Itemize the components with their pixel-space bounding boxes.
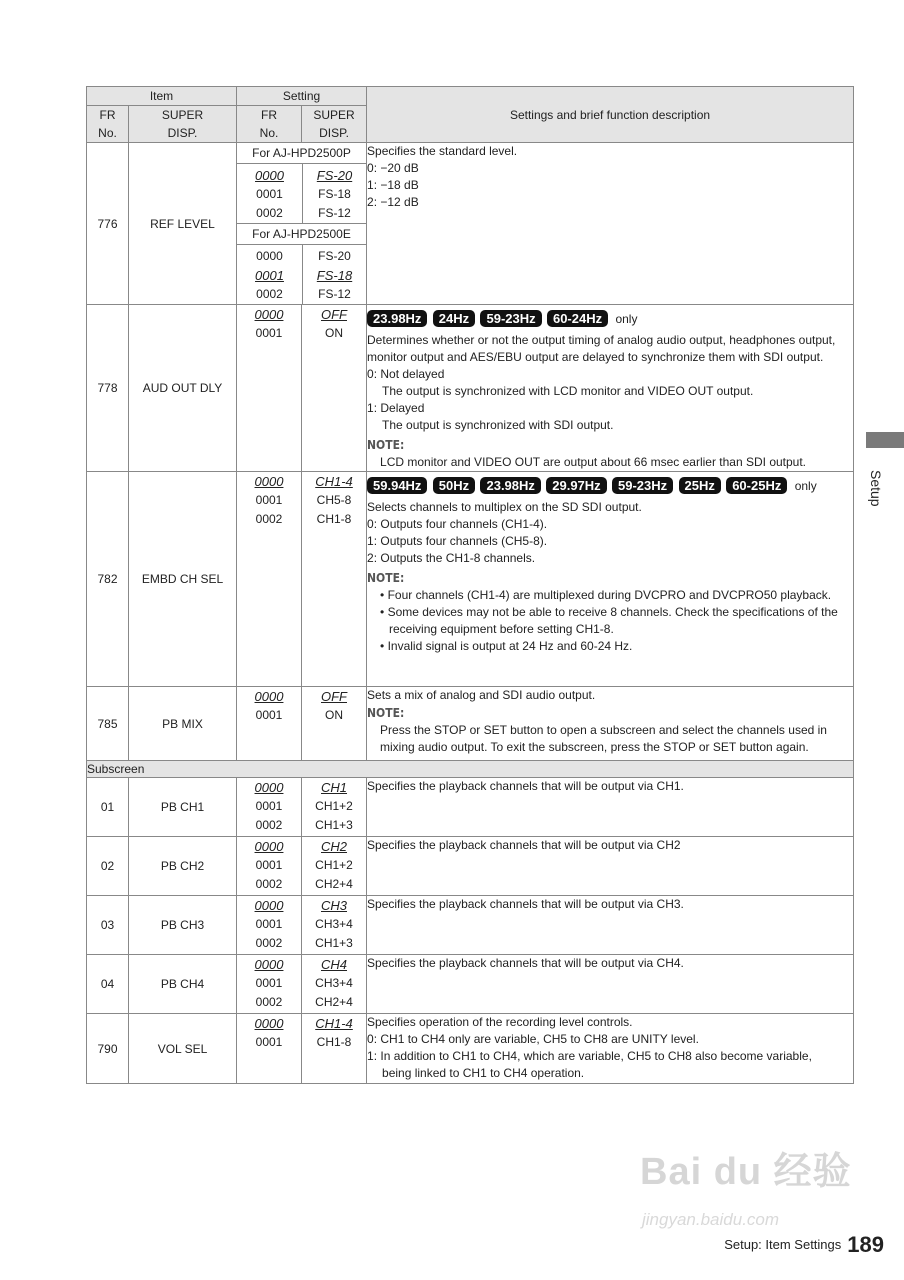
subscreen-row bbox=[87, 761, 854, 778]
display: FS-12 bbox=[318, 206, 351, 220]
desc-line: Determines whether or not the output timing of analog audio output, headphones output, monitor output and AES/EBU output are delayed to synchronize them with SDI output. bbox=[367, 333, 836, 364]
item-name: REF LEVEL bbox=[129, 143, 237, 305]
super-disp-values bbox=[302, 896, 367, 955]
item-name: VOL SEL bbox=[129, 1014, 237, 1084]
setting-values bbox=[237, 778, 302, 837]
value-default: 0000 bbox=[255, 168, 284, 183]
display: ON bbox=[325, 708, 343, 722]
header-setting-super-disp: SUPER DISP. bbox=[302, 106, 367, 143]
value: 0002 bbox=[255, 995, 283, 1009]
value-default: 0000 bbox=[254, 474, 284, 489]
note-heading: NOTE: bbox=[367, 571, 405, 585]
fr-number: 778 bbox=[87, 305, 129, 472]
frequency-badge: 60-25Hz bbox=[726, 477, 787, 494]
display: CH2+4 bbox=[315, 995, 353, 1009]
item-name: PB MIX bbox=[129, 687, 237, 761]
display: FS-20 bbox=[318, 249, 351, 263]
description bbox=[367, 472, 854, 687]
display-default: OFF bbox=[321, 689, 347, 704]
display: CH2+4 bbox=[315, 877, 353, 891]
watermark-logo: Bai du 经验 bbox=[640, 1151, 852, 1193]
watermark-url: jingyan.baidu.com bbox=[642, 1210, 780, 1229]
value: 0001 bbox=[255, 799, 283, 813]
desc-line: 1: Outputs four channels (CH5-8). bbox=[367, 534, 548, 548]
setting-values bbox=[237, 1014, 302, 1084]
note-bullet-text: Invalid signal is output at 24 Hz and 60-24 Hz. bbox=[387, 639, 633, 653]
value-default: 0000 bbox=[254, 957, 284, 972]
item-name: PB CH3 bbox=[129, 896, 237, 955]
table-row bbox=[87, 778, 854, 837]
desc-line: 2: Outputs the CH1-8 channels. bbox=[367, 551, 536, 565]
display: FS-12 bbox=[318, 287, 351, 301]
display: CH1-8 bbox=[316, 512, 352, 526]
display: CH1+2 bbox=[315, 858, 353, 872]
value-default: 0001 bbox=[255, 268, 284, 283]
fr-number: 03 bbox=[87, 896, 129, 955]
value-default: 0000 bbox=[254, 307, 284, 322]
only-label: only bbox=[615, 312, 638, 326]
note-bullet-text: Four channels (CH1-4) are multiplexed during DVCPRO and DVCPRO50 playback. bbox=[387, 588, 832, 602]
frequency-badge: 59-23Hz bbox=[480, 310, 541, 327]
value-default: 0000 bbox=[254, 898, 284, 913]
desc-line: Selects channels to multiplex on the SD SDI output. bbox=[367, 500, 642, 514]
setting-values bbox=[237, 955, 302, 1014]
display-default: OFF bbox=[321, 307, 347, 322]
model-label: For AJ-HPD2500E bbox=[237, 224, 366, 245]
value: 0002 bbox=[255, 877, 283, 891]
value: 0000 bbox=[256, 249, 283, 263]
setting-values bbox=[237, 143, 367, 305]
description: Specifies the playback channels that will be output via CH1. bbox=[367, 778, 854, 837]
desc-line: 1: Delayed bbox=[367, 401, 425, 415]
frequency-badge: 23.98Hz bbox=[367, 310, 427, 327]
description bbox=[367, 305, 854, 472]
setting-values bbox=[237, 837, 302, 896]
page-number: 189 bbox=[847, 1232, 884, 1257]
value-default: 0000 bbox=[254, 689, 284, 704]
super-disp-values bbox=[302, 955, 367, 1014]
item-name: PB CH1 bbox=[129, 778, 237, 837]
super-disp-values bbox=[302, 305, 367, 472]
settings-table bbox=[86, 86, 854, 1084]
super-disp-values bbox=[302, 1014, 367, 1084]
super-disp-values bbox=[302, 472, 367, 687]
frequency-badge: 59.94Hz bbox=[367, 477, 427, 494]
page-footer bbox=[724, 1232, 884, 1258]
display-default: FS-18 bbox=[316, 268, 353, 283]
value: 0002 bbox=[255, 512, 283, 526]
header-fr-no: FR No. bbox=[87, 106, 129, 143]
display-default: FS-20 bbox=[316, 168, 353, 183]
desc-line: 0: Not delayed bbox=[367, 367, 445, 381]
desc-line: 0: Outputs four channels (CH1-4). bbox=[367, 517, 548, 531]
table-row bbox=[87, 143, 854, 305]
frequency-badge: 23.98Hz bbox=[480, 477, 540, 494]
note-text: Press the STOP or SET button to open a subscreen and select the channels used in mixing audio output. To exit the subscreen, press the STOP or SET button again. bbox=[380, 723, 827, 754]
display: CH1+3 bbox=[315, 818, 353, 832]
desc-line: The output is synchronized with SDI output. bbox=[382, 418, 614, 432]
description: Specifies the playback channels that will be output via CH2 bbox=[367, 837, 854, 896]
item-name: EMBD CH SEL bbox=[129, 472, 237, 687]
display: CH5-8 bbox=[316, 493, 352, 507]
description: Specifies the playback channels that will be output via CH3. bbox=[367, 896, 854, 955]
display-default: CH1-4 bbox=[315, 1016, 353, 1031]
note-text: LCD monitor and VIDEO OUT are output about 66 msec earlier than SDI output. bbox=[380, 455, 807, 469]
table-row bbox=[87, 472, 854, 687]
value-default: 0000 bbox=[254, 780, 284, 795]
value: 0001 bbox=[255, 976, 283, 990]
description bbox=[367, 143, 854, 305]
fr-number: 776 bbox=[87, 143, 129, 305]
value: 0001 bbox=[255, 1035, 283, 1049]
display-default: CH3 bbox=[321, 898, 348, 913]
frequency-badge: 59-23Hz bbox=[612, 477, 673, 494]
section-tab-marker bbox=[866, 432, 904, 448]
value: 0001 bbox=[255, 326, 283, 340]
display: CH1+2 bbox=[315, 799, 353, 813]
fr-number: 785 bbox=[87, 687, 129, 761]
frequency-badge: 25Hz bbox=[679, 477, 721, 494]
value: 0001 bbox=[256, 187, 283, 201]
setting-values bbox=[237, 896, 302, 955]
table-row bbox=[87, 896, 854, 955]
fr-number: 02 bbox=[87, 837, 129, 896]
header-setting-fr-no: FR No. bbox=[237, 106, 302, 143]
model-label: For AJ-HPD2500P bbox=[237, 143, 366, 164]
note-heading: NOTE: bbox=[367, 438, 405, 452]
item-name: PB CH2 bbox=[129, 837, 237, 896]
description bbox=[367, 1014, 854, 1084]
frequency-badge: 60-24Hz bbox=[547, 310, 608, 327]
setting-values bbox=[237, 687, 302, 761]
desc-line: 1: In addition to CH1 to CH4, which are variable, CH5 to CH8 also become variable, bbox=[367, 1049, 812, 1063]
value: 0001 bbox=[255, 708, 283, 722]
desc-line: 2: −12 dB bbox=[367, 195, 419, 209]
display: FS-18 bbox=[318, 187, 351, 201]
table-row bbox=[87, 305, 854, 472]
desc-line: 0: −20 dB bbox=[367, 161, 419, 175]
note-bullet: • Invalid signal is output at 24 Hz and 60-24 Hz. bbox=[380, 639, 633, 653]
fr-number: 782 bbox=[87, 472, 129, 687]
display-default: CH4 bbox=[321, 957, 348, 972]
super-disp-values bbox=[302, 837, 367, 896]
value: 0002 bbox=[255, 936, 283, 950]
table-row bbox=[87, 1014, 854, 1084]
display: ON bbox=[325, 326, 343, 340]
display-default: CH1-4 bbox=[315, 474, 353, 489]
note-bullet: • Four channels (CH1-4) are multiplexed during DVCPRO and DVCPRO50 playback. bbox=[380, 588, 832, 602]
frequency-badge: 24Hz bbox=[433, 310, 475, 327]
display: CH3+4 bbox=[315, 976, 353, 990]
value: 0001 bbox=[255, 858, 283, 872]
super-disp-values bbox=[302, 687, 367, 761]
note-bullet-text: Some devices may not be able to receive 8 channels. Check the specifications of the receiving equipment before setting CH1-8. bbox=[387, 605, 838, 636]
desc-line: 0: CH1 to CH4 only are variable, CH5 to CH8 are UNITY level. bbox=[367, 1032, 699, 1046]
value: 0001 bbox=[255, 493, 283, 507]
table-row bbox=[87, 687, 854, 761]
subscreen-label: Subscreen bbox=[87, 761, 854, 778]
desc-line: Specifies operation of the recording level controls. bbox=[367, 1015, 633, 1029]
table-row bbox=[87, 837, 854, 896]
section-side-label: Setup bbox=[868, 470, 884, 507]
desc-line: being linked to CH1 to CH4 operation. bbox=[382, 1066, 585, 1080]
value: 0002 bbox=[256, 206, 283, 220]
super-disp-values bbox=[302, 778, 367, 837]
value-default: 0000 bbox=[254, 1016, 284, 1031]
note-heading: NOTE: bbox=[367, 706, 405, 720]
fr-number: 01 bbox=[87, 778, 129, 837]
header-item: Item bbox=[87, 87, 237, 106]
description bbox=[367, 687, 854, 761]
value: 0002 bbox=[255, 818, 283, 832]
value: 0002 bbox=[256, 287, 283, 301]
note-bullet: • Some devices may not be able to receive 8 channels. Check the specifications of the receiving equipment before setting CH1-8. bbox=[380, 605, 838, 636]
display: CH1+3 bbox=[315, 936, 353, 950]
header-super-disp: SUPER DISP. bbox=[129, 106, 237, 143]
fr-number: 790 bbox=[87, 1014, 129, 1084]
display-default: CH2 bbox=[321, 839, 348, 854]
display: CH3+4 bbox=[315, 917, 353, 931]
value-default: 0000 bbox=[254, 839, 284, 854]
footer-section: Setup: Item Settings bbox=[724, 1237, 842, 1252]
item-name: PB CH4 bbox=[129, 955, 237, 1014]
item-name: AUD OUT DLY bbox=[129, 305, 237, 472]
display-default: CH1 bbox=[321, 780, 348, 795]
only-label: only bbox=[794, 479, 817, 493]
desc-line: 1: −18 dB bbox=[367, 178, 419, 192]
desc-line: The output is synchronized with LCD monitor and VIDEO OUT output. bbox=[382, 384, 754, 398]
frequency-badge: 29.97Hz bbox=[546, 477, 606, 494]
desc-line: Sets a mix of analog and SDI audio output. bbox=[367, 688, 596, 702]
setting-values bbox=[237, 305, 302, 472]
value: 0001 bbox=[255, 917, 283, 931]
display: CH1-8 bbox=[316, 1035, 352, 1049]
description: Specifies the playback channels that will be output via CH4. bbox=[367, 955, 854, 1014]
table-row bbox=[87, 955, 854, 1014]
header-setting: Setting bbox=[237, 87, 367, 106]
fr-number: 04 bbox=[87, 955, 129, 1014]
setting-values bbox=[237, 472, 302, 687]
header-description: Settings and brief function description bbox=[367, 87, 854, 143]
desc-line: Specifies the standard level. bbox=[367, 144, 518, 158]
frequency-badge: 50Hz bbox=[433, 477, 475, 494]
